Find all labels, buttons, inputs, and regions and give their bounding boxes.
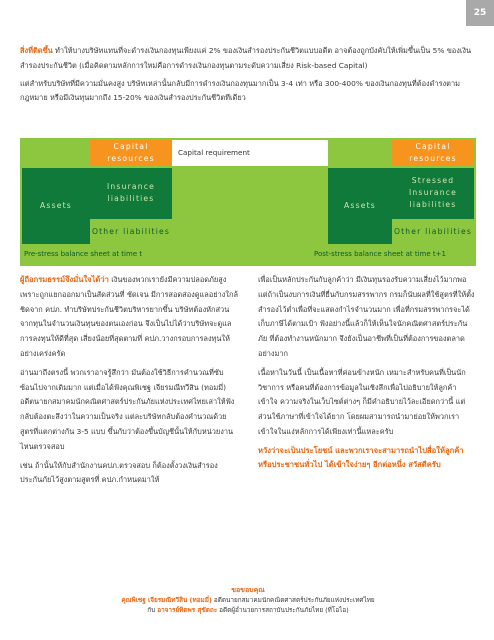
right-column xyxy=(258,273,476,477)
footer-line-1 xyxy=(20,595,476,605)
left-p1-text: เงินของพวกเรายังมีความปลอดภัยสูงเพราะถูกแยกออกมาเป็นสัดส่วนที่ ชัดเจน มีการสอดส่องดูแลอย่างใกล้ชิดจาก คปภ. ทำบริษัทประกันชีวิตบริหารยากขึ้น บริษัทต้องหักส่วนจากทุนในจำนวนเงินทุนของตนเองก่อน จึงเป็นไปได้ว่าบริษัทจะดูแลการลงทุนให้ดีที่สุด เสี่ยงน้อยที่สุดตามที่ คปภ.วางกรอบการลงทุนให้อย่างเคร่งครัด xyxy=(20,275,238,358)
capital-requirement-label: Capital requirement xyxy=(172,140,328,166)
left-insurance-liabilities: Insurance liabilities xyxy=(90,168,172,218)
stressed-insurance-liabilities: Stressed Insurance liabilities xyxy=(392,168,474,218)
left-paragraph-3: เช่น ถ้านั้นให้กับสำนักงานคปภ.ตรวจสอบ ก็ต้องตั้งวงเงินสำรองประกันภัยไว้สูงตามสูตรที่ คปภ.กำหนดมาให้ xyxy=(20,460,218,485)
right-other-liabilities: Other liabilities xyxy=(392,218,474,244)
right-paragraph-1: เพื่อเป็นหลักประกันกับลูกค้าว่า มีเงินทุนรองรับความเสี่ยงไว้มากพอ แต่ถ้าเป็นงบการเงินที่ยื่นกับกรมสรรพากร กรมก็นับผลที่ใช้สูตรที่ให้ตั้งสำรองไว้ต่ำเพื่อที่จะแสดงกำไรจำนวนมาก เพื่อที่กรมสรรพากรจะได้เก็บภาษีได้ตามเป้า ฟังอย่างนี้แล้วก็ให้เห็นใจนักคณิตศาสตร์ประกันภัย ที่ต้องทำงานหนักมาก จึงยังเป็นอาชีพที่เป็นที่ต้องการของตลาดอย่างมาก xyxy=(258,275,475,358)
footer-line-2-prefix: กับ xyxy=(147,606,158,614)
intro-p1-text: ทำให้บางบริษัทแทนที่จะดำรงเงินกองทุนเพียงแค่ 2% ของเงินสำรองประกันชีวิตแบบอดีต อาจต้องถูกบังคับให้เพิ่มขึ้นเป็น 5% ของเงินสำรองประกันชีวิต (เมื่อคิดตามหลักการใหม่คือการดำรงเงินกองทุนตามระดับความเสี่ยง Risk-based Capital) xyxy=(20,46,472,70)
footer-line-1-text: อดีตนายกสมาคมนักคณิตศาสตร์ประกันภัยแห่งประเทศไทย xyxy=(211,596,375,604)
page-number: 25 xyxy=(466,0,494,26)
intro-paragraph-1 xyxy=(20,44,476,74)
balance-sheet-diagram xyxy=(20,138,476,266)
intro-highlight: สิ่งที่ติดขึ้น xyxy=(20,46,53,55)
footer-name-2: อาจารย์ทิตพร สุขัตถะ xyxy=(157,606,218,614)
post-stress-label: Post-stress balance sheet at time t+1 xyxy=(314,250,446,258)
left-capital-resources: Capital resources xyxy=(90,140,172,166)
right-assets: Assets xyxy=(328,168,392,244)
footer-name-1: คุณพิเชฐ เจียรมณีทวีสิน (ทอมมี่) xyxy=(121,596,212,604)
pre-stress-label: Pre-stress balance sheet at time t xyxy=(24,250,143,258)
right-paragraph-2: เนื้อหาในวันนี้ เป็นเนื้อหาที่ค่อนข้างหนัก เหมาะสำหรับคนที่เป็นนักวิชาการ หรือคนที่ต้องการข้อมูลในเชิงลึกเพื่อไปอธิบายให้ลูกค้าเข้าใจ ความจริงในเว็บไซต์ต่างๆ ก็มีคำอธิบายไว้ละเอียดกว่านี้ แต่ส่วนใช้ภาษาที่เข้าใจได้ยาก โดยผมสามารถนำมาย่อยให้พวกเราเข้าใจในแง่หลักการได้เพียงเท่านี้แหละครับ xyxy=(258,367,466,436)
left-paragraph-2: อ่านมาถึงตรงนี้ พวกเราอาจรู้สึกว่า มันต้องใช้วิธีการคำนวณที่ซับซ้อนไปจากเดิมมาก แต่เมื่อได้ฟังคุณพิเชฐ เจียรมณีทวีสิน (ทอมมี่) อดีตนายกสมาคมนักคณิตศาสตร์ประกันภัยแห่งประเทศไทยเล่าให้ฟังกลับต้องตะลึงว่าในความเป็นจริง แต่ละบริษัทกลับต้องคำนวณด้วยสูตรที่แตกต่างกัน 3-5 แบบ ขึ้นกับว่าต้องขึ้นบัญชีนั้นให้กับหน่วยงานไหนตรวจสอบ xyxy=(20,367,235,451)
left-other-liabilities: Other liabilities xyxy=(90,218,172,244)
left-assets: Assets xyxy=(22,168,90,244)
footer-line-2 xyxy=(20,605,476,615)
intro-text xyxy=(20,44,476,109)
thanks-heading: ขอขอบคุณ xyxy=(231,586,265,594)
left-heading: ผู้ถือกรมธรรม์จึงมั่นใจได้ว่า xyxy=(20,275,109,284)
intro-paragraph-2: แต่สำหรับบริษัทที่มีความมั่นคงสูง บริษัทเหล่านั้นกลับมีการดำรงเงินกองทุนมากเป็น 3-4 เท่า หรือ 300-400% ของเงินกองทุนที่ต้องดำรงตามกฎหมาย หรือมีเงินทุนมากถึง 15-20% ของเงินสำรองประกันชีวิตทีเดียว xyxy=(20,78,460,103)
left-paragraph-1 xyxy=(20,273,238,362)
right-capital-resources: Capital resources xyxy=(392,140,474,166)
left-column xyxy=(20,273,238,492)
footer-line-2-text: อดีตผู้อำนวยการสถาบันประกันภัยไทย (ที่โอไอ) xyxy=(217,606,349,614)
acknowledgement-footer xyxy=(20,585,476,615)
closing-paragraph: หวังว่าจะเป็นประโยชน์ และพวกเราจะสามารถนำไปสื่อให้ลูกค้า หรือประชาชนทั่วไป ได้เข้าใจง่ายๆ อีกต่อหนึ่ง สวัสดีครับ xyxy=(258,445,464,470)
